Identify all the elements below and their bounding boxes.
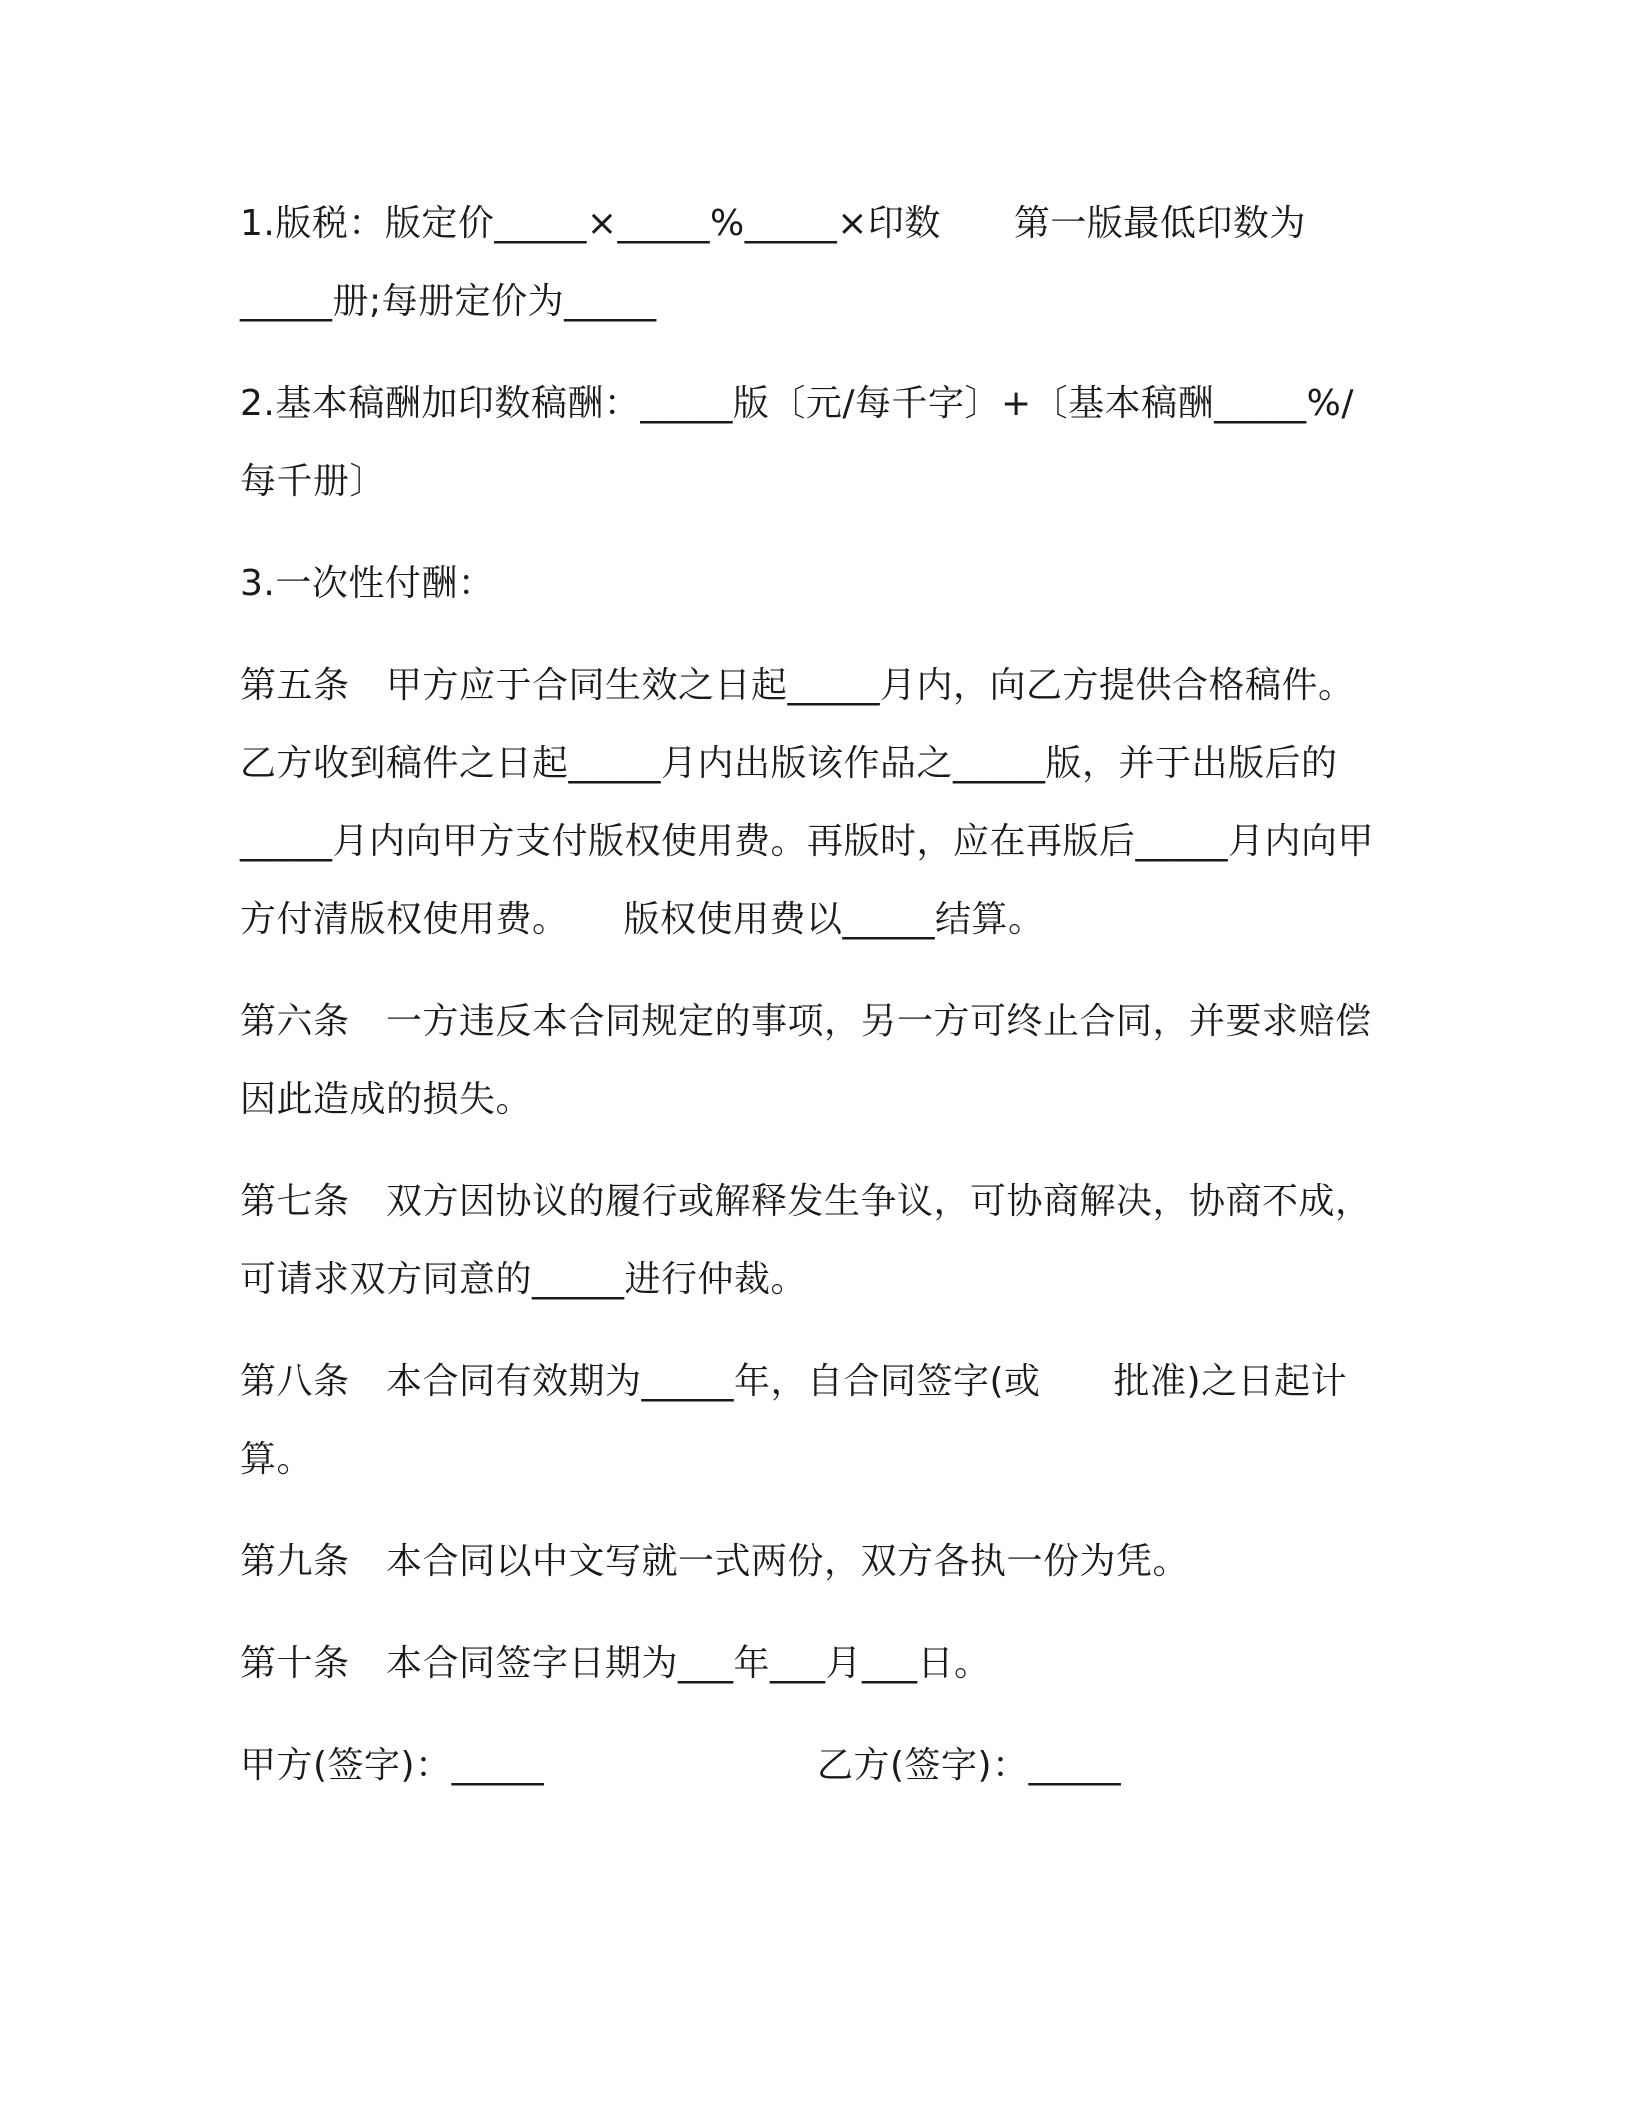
clause-basic-fee: 2.基本稿酬加印数稿酬：_____版〔元/每千字〕+〔基本稿酬_____%/每千册〕: [240, 383, 1354, 502]
signature-row: [240, 1727, 1390, 1805]
clause-royalty: 1.版税：版定价_____×_____%_____×印数 第一版最低印数为_____册;每册定价为_____: [240, 203, 1306, 322]
article-9: 第九条 本合同以中文写就一式两份，双方各执一份为凭。: [240, 1541, 1190, 1582]
article-10: 第十条 本合同签字日期为___年___月___日。: [240, 1643, 991, 1684]
clause-lump-sum: 3.一次性付酬：: [240, 563, 495, 604]
article-6: 第六条 一方违反本合同规定的事项，另一方可终止合同，并要求赔偿因此造成的损失。: [240, 1001, 1372, 1120]
party-a-signature: 甲方(签字)：_____: [240, 1745, 545, 1786]
document-body: [240, 185, 1390, 1805]
article-8: 第八条 本合同有效期为_____年，自合同签字(或 批准)之日起计算。: [240, 1361, 1348, 1480]
article-7: 第七条 双方因协议的履行或解释发生争议，可协商解决，协商不成，可请求双方同意的_____进行仲裁。: [240, 1181, 1372, 1300]
article-5: 第五条 甲方应于合同生效之日起_____月内，向乙方提供合格稿件。乙方收到稿件之日起_____月内出版该作品之_____版，并于出版后的_____月内向甲方支付版权使用费。再版时，应在再版后_____月内向甲方付清版权使用费。 版权使用费以_____结算。: [240, 665, 1375, 940]
party-b-signature: 乙方(签字)：_____: [817, 1745, 1122, 1786]
